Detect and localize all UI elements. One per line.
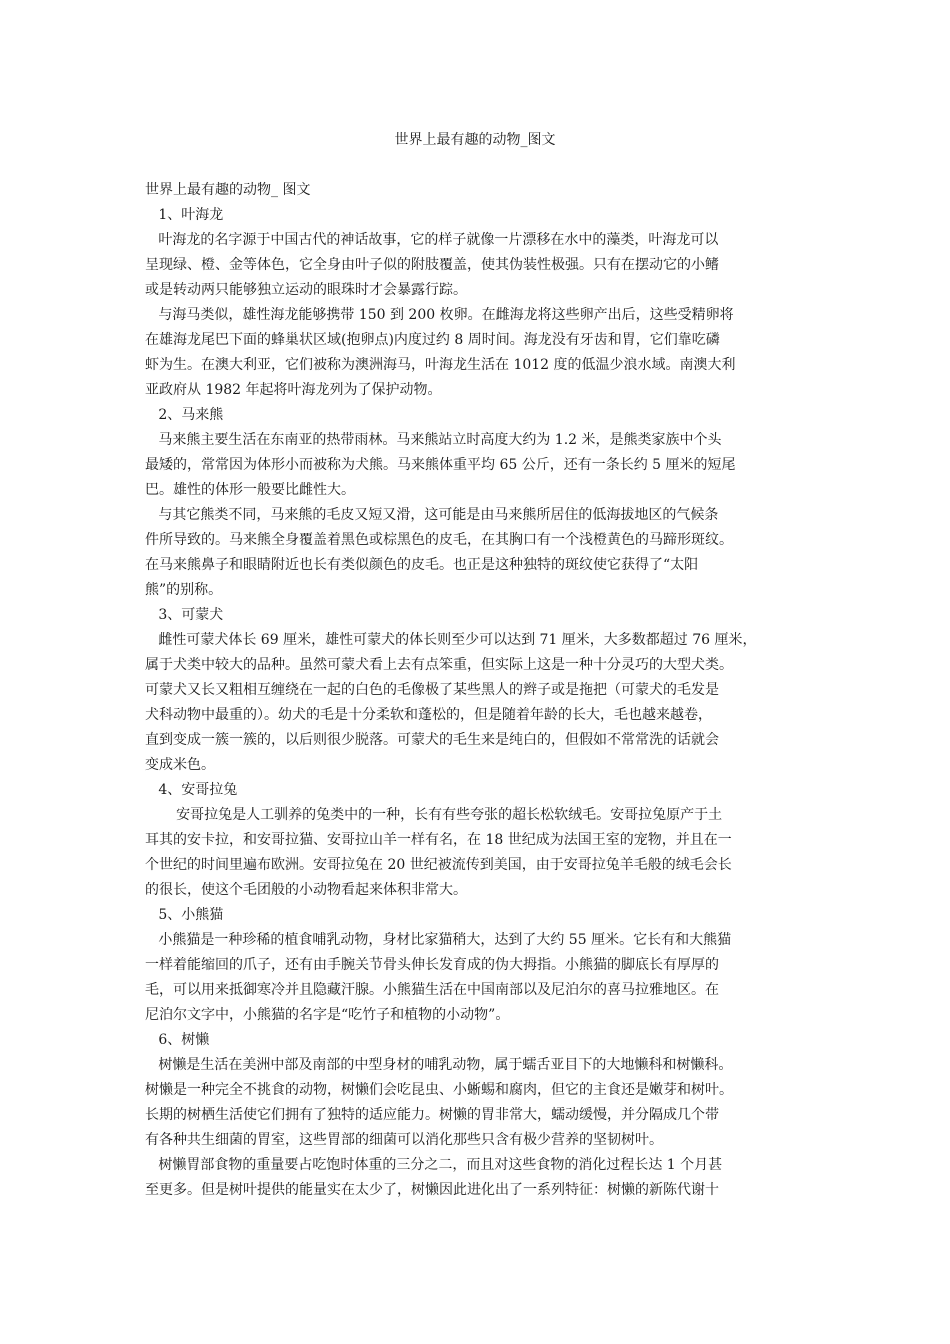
text-line: 马来熊主要生活在东南亚的热带雨林。马来熊站立时高度大约为 1.2 米，是熊类家族中个头 <box>145 432 722 448</box>
text-line: 小熊猫是一种珍稀的植食哺乳动物，身材比家猫稍大，达到了大约 55 厘米。它长有和大熊猫 <box>145 932 732 948</box>
text-line: 最矮的，常常因为体形小而被称为犬熊。马来熊体重平均 65 公斤，还有一条长约 5 厘米的短尾 <box>145 457 736 473</box>
text-line: 虾为生。在澳大利亚，它们被称为澳洲海马，叶海龙生活在 1012 度的低温少浪水域。南澳大利 <box>145 357 736 373</box>
text-line: 可蒙犬又长又粗相互缠绕在一起的白色的毛像极了某些黑人的辫子或是拖把（可蒙犬的毛发是 <box>145 682 719 698</box>
text-line: 与海马类似，雄性海龙能够携带 150 到 200 枚卵。在雌海龙将这些卵产出后，这些受精卵将 <box>145 307 734 323</box>
text-line: 亚政府从 1982 年起将叶海龙列为了保护动物。 <box>145 382 442 398</box>
text-line: 长期的树栖生活使它们拥有了独特的适应能力。树懒的胃非常大，蠕动缓慢，并分隔成几个带 <box>145 1107 719 1123</box>
text-line: 在马来熊鼻子和眼睛附近也长有类似颜色的皮毛。也正是这种独特的斑纹使它获得了“太阳 <box>145 557 699 573</box>
text-line: 在雄海龙尾巴下面的蜂巢状区域(抱卵点)内度过约 8 周时间。海龙没有牙齿和胃，它们靠吃磷 <box>145 332 720 348</box>
document-title: 世界上最有趣的动物_图文 <box>394 132 556 148</box>
text-line: 树懒是一种完全不挑食的动物，树懒们会吃昆虫、小蜥蜴和腐肉，但它的主食还是嫩芽和树叶。 <box>145 1082 733 1098</box>
text-line: 树懒胃部食物的重量要占吃饱时体重的三分之二，而且对这些食物的消化过程长达 1 个月甚 <box>145 1157 723 1173</box>
text-line: 耳其的安卡拉，和安哥拉猫、安哥拉山羊一样有名，在 18 世纪成为法国王室的宠物，并且在一 <box>145 832 732 848</box>
text-line: 变成米色。 <box>145 757 215 773</box>
document-body <box>145 178 815 1203</box>
text-line: 安哥拉兔是人工驯养的兔类中的一种，长有有些夸张的超长松软绒毛。安哥拉兔原产于土 <box>145 807 723 823</box>
text-line: 5、小熊猫 <box>145 907 224 923</box>
text-line: 叶海龙的名字源于中国古代的神话故事，它的样子就像一片漂移在水中的藻类，叶海龙可以 <box>145 232 719 248</box>
text-line: 个世纪的时间里遍布欧洲。安哥拉兔在 20 世纪被流传到美国，由于安哥拉兔羊毛般的绒毛会长 <box>145 857 732 873</box>
text-line: 毛，可以用来抵御寒冷并且隐藏汗腺。小熊猫生活在中国南部以及尼泊尔的喜马拉雅地区。在 <box>145 982 719 998</box>
text-line: 6、树懒 <box>145 1032 210 1048</box>
text-line: 熊”的别称。 <box>145 582 223 598</box>
text-line: 属于犬类中较大的品种。虽然可蒙犬看上去有点笨重，但实际上这是一种十分灵巧的大型犬类。 <box>145 657 733 673</box>
text-line: 3、可蒙犬 <box>145 607 224 623</box>
text-line: 或是转动两只能够独立运动的眼珠时才会暴露行踪。 <box>145 282 467 298</box>
text-line: 呈现绿、橙、金等体色，它全身由叶子似的附肢覆盖，使其伪装性极强。只有在摆动它的小鳍 <box>145 257 719 273</box>
text-line: 1、叶海龙 <box>145 207 224 223</box>
text-line: 尼泊尔文字中，小熊猫的名字是“吃竹子和植物的小动物”。 <box>145 1007 510 1023</box>
text-line: 与其它熊类不同，马来熊的毛皮又短又滑，这可能是由马来熊所居住的低海拔地区的气候条 <box>145 507 719 523</box>
text-line: 一样着能缩回的爪子，还有由手腕关节骨头伸长发育成的伪大拇指。小熊猫的脚底长有厚厚的 <box>145 957 719 973</box>
text-line: 4、安哥拉兔 <box>145 782 238 798</box>
text-line: 的很长，使这个毛团般的小动物看起来体积非常大。 <box>145 882 467 898</box>
text-line: 世界上最有趣的动物_ 图文 <box>145 182 311 198</box>
text-line: 树懒是生活在美洲中部及南部的中型身材的哺乳动物，属于蠕舌亚目下的大地懒科和树懒科。 <box>145 1057 733 1073</box>
text-line: 2、马来熊 <box>145 407 224 423</box>
text-line: 直到变成一簇一簇的，以后则很少脱落。可蒙犬的毛生来是纯白的，但假如不常常洗的话就会 <box>145 732 719 748</box>
text-line: 有各种共生细菌的胃室，这些胃部的细菌可以消化那些只含有极少营养的坚韧树叶。 <box>145 1132 663 1148</box>
text-line: 犬科动物中最重的）。幼犬的毛是十分柔软和蓬松的，但是随着年龄的长大，毛也越来越卷， <box>145 707 712 723</box>
text-line: 件所导致的。马来熊全身覆盖着黑色或棕黑色的皮毛，在其胸口有一个浅橙黄色的马蹄形斑纹。 <box>145 532 733 548</box>
text-line: 雌性可蒙犬体长 69 厘米，雄性可蒙犬的体长则至少可以达到 71 厘米，大多数都超过 76 厘米， <box>145 632 757 648</box>
text-line: 巴。雄性的体形一般要比雌性大。 <box>145 482 355 498</box>
text-line: 至更多。但是树叶提供的能量实在太少了，树懒因此进化出了一系列特征：树懒的新陈代谢十 <box>145 1182 719 1198</box>
